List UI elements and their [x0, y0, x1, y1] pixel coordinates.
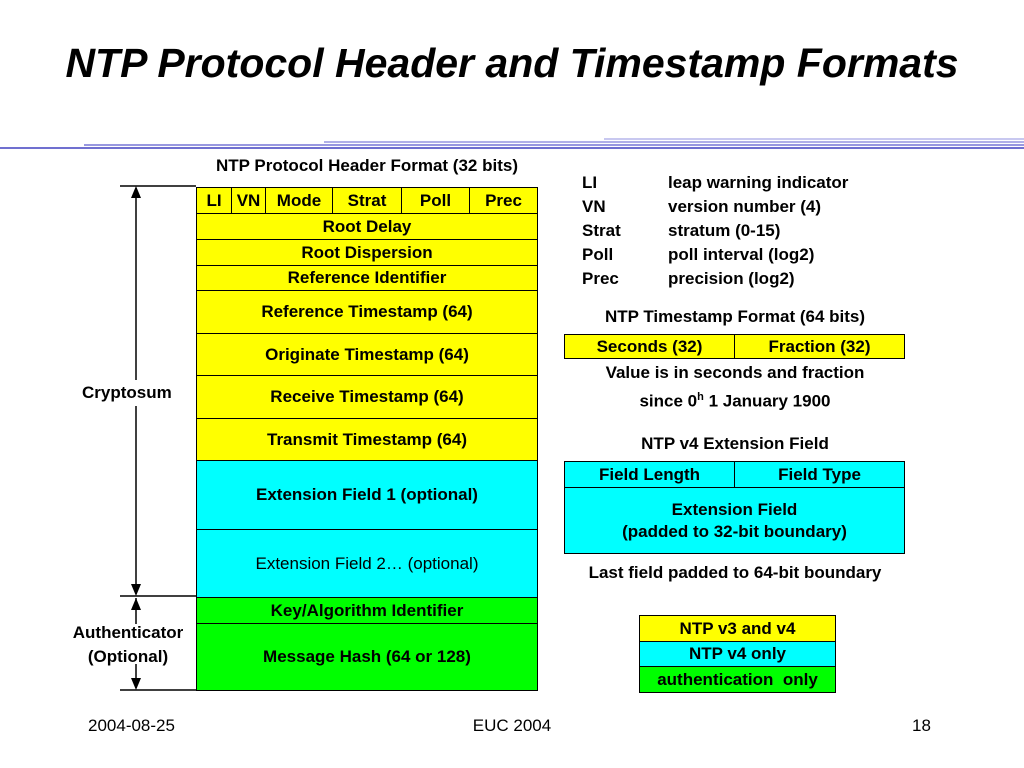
- field-vn: VN: [231, 187, 266, 214]
- footer-page-number: 18: [912, 716, 931, 735]
- legend-abbr: Prec: [582, 269, 619, 288]
- timestamp-format-caption: NTP Timestamp Format (64 bits): [604, 307, 866, 326]
- header-format-caption: NTP Protocol Header Format (32 bits): [216, 156, 518, 175]
- field-reference-timestamp: Reference Timestamp (64): [196, 290, 538, 334]
- field-transmit-timestamp: Transmit Timestamp (64): [196, 418, 538, 461]
- field-mode: Mode: [265, 187, 333, 214]
- legend-desc: stratum (0-15): [668, 221, 781, 240]
- title-rule: [0, 138, 1024, 152]
- timestamp-note-line1: Value is in seconds and fraction: [605, 363, 865, 382]
- key-v3-and-v4: NTP v3 and v4: [639, 615, 836, 642]
- authenticator-optional-label: (Optional): [87, 647, 169, 666]
- legend-desc: leap warning indicator: [668, 173, 849, 192]
- field-receive-timestamp: Receive Timestamp (64): [196, 375, 538, 419]
- ext-field-type: Field Type: [734, 461, 905, 488]
- ext-field-body: [564, 487, 905, 554]
- field-poll: Poll: [401, 187, 470, 214]
- timestamp-note-line2: since 0$^h$ 1 January 1900: [639, 391, 831, 411]
- cryptosum-label: Cryptosum: [82, 383, 172, 402]
- legend-desc: precision (log2): [668, 269, 795, 288]
- ext-field-length: Field Length: [564, 461, 735, 488]
- legend-abbr: VN: [582, 197, 606, 216]
- field-li: LI: [196, 187, 232, 214]
- field-key-identifier: Key/Algorithm Identifier: [196, 597, 538, 624]
- ext-field-body-line1: Extension Field: [671, 499, 798, 519]
- ext-field-body-line2: (padded to 32-bit boundary): [622, 521, 847, 541]
- extension-field-caption: NTP v4 Extension Field: [641, 434, 829, 453]
- field-root-dispersion: Root Dispersion: [196, 239, 538, 266]
- key-v4-only: NTP v4 only: [639, 641, 836, 667]
- legend-desc: version number (4): [668, 197, 822, 216]
- legend-abbr: Strat: [582, 221, 621, 240]
- footer-center: EUC 2004: [472, 716, 552, 735]
- bracket-lines: [110, 180, 200, 695]
- field-extension-2: Extension Field 2… (optional): [196, 529, 538, 598]
- field-message-hash: Message Hash (64 or 128): [196, 623, 538, 691]
- timestamp-fraction: Fraction (32): [734, 334, 905, 359]
- field-strat: Strat: [332, 187, 402, 214]
- field-extension-1: Extension Field 1 (optional): [196, 460, 538, 530]
- slide-title: NTP Protocol Header and Timestamp Formats: [65, 40, 959, 86]
- footer-date: 2004-08-25: [88, 716, 175, 735]
- field-reference-identifier: Reference Identifier: [196, 265, 538, 291]
- legend-abbr: LI: [582, 173, 598, 192]
- timestamp-seconds: Seconds (32): [564, 334, 735, 359]
- field-originate-timestamp: Originate Timestamp (64): [196, 333, 538, 376]
- key-authentication-only: authentication only: [639, 666, 836, 693]
- authenticator-label: Authenticator: [72, 623, 184, 642]
- extension-field-note: Last field padded to 64-bit boundary: [588, 563, 882, 582]
- legend-abbr: Poll: [582, 245, 614, 264]
- legend-desc: poll interval (log2): [668, 245, 815, 264]
- field-prec: Prec: [469, 187, 538, 214]
- field-root-delay: Root Delay: [196, 213, 538, 240]
